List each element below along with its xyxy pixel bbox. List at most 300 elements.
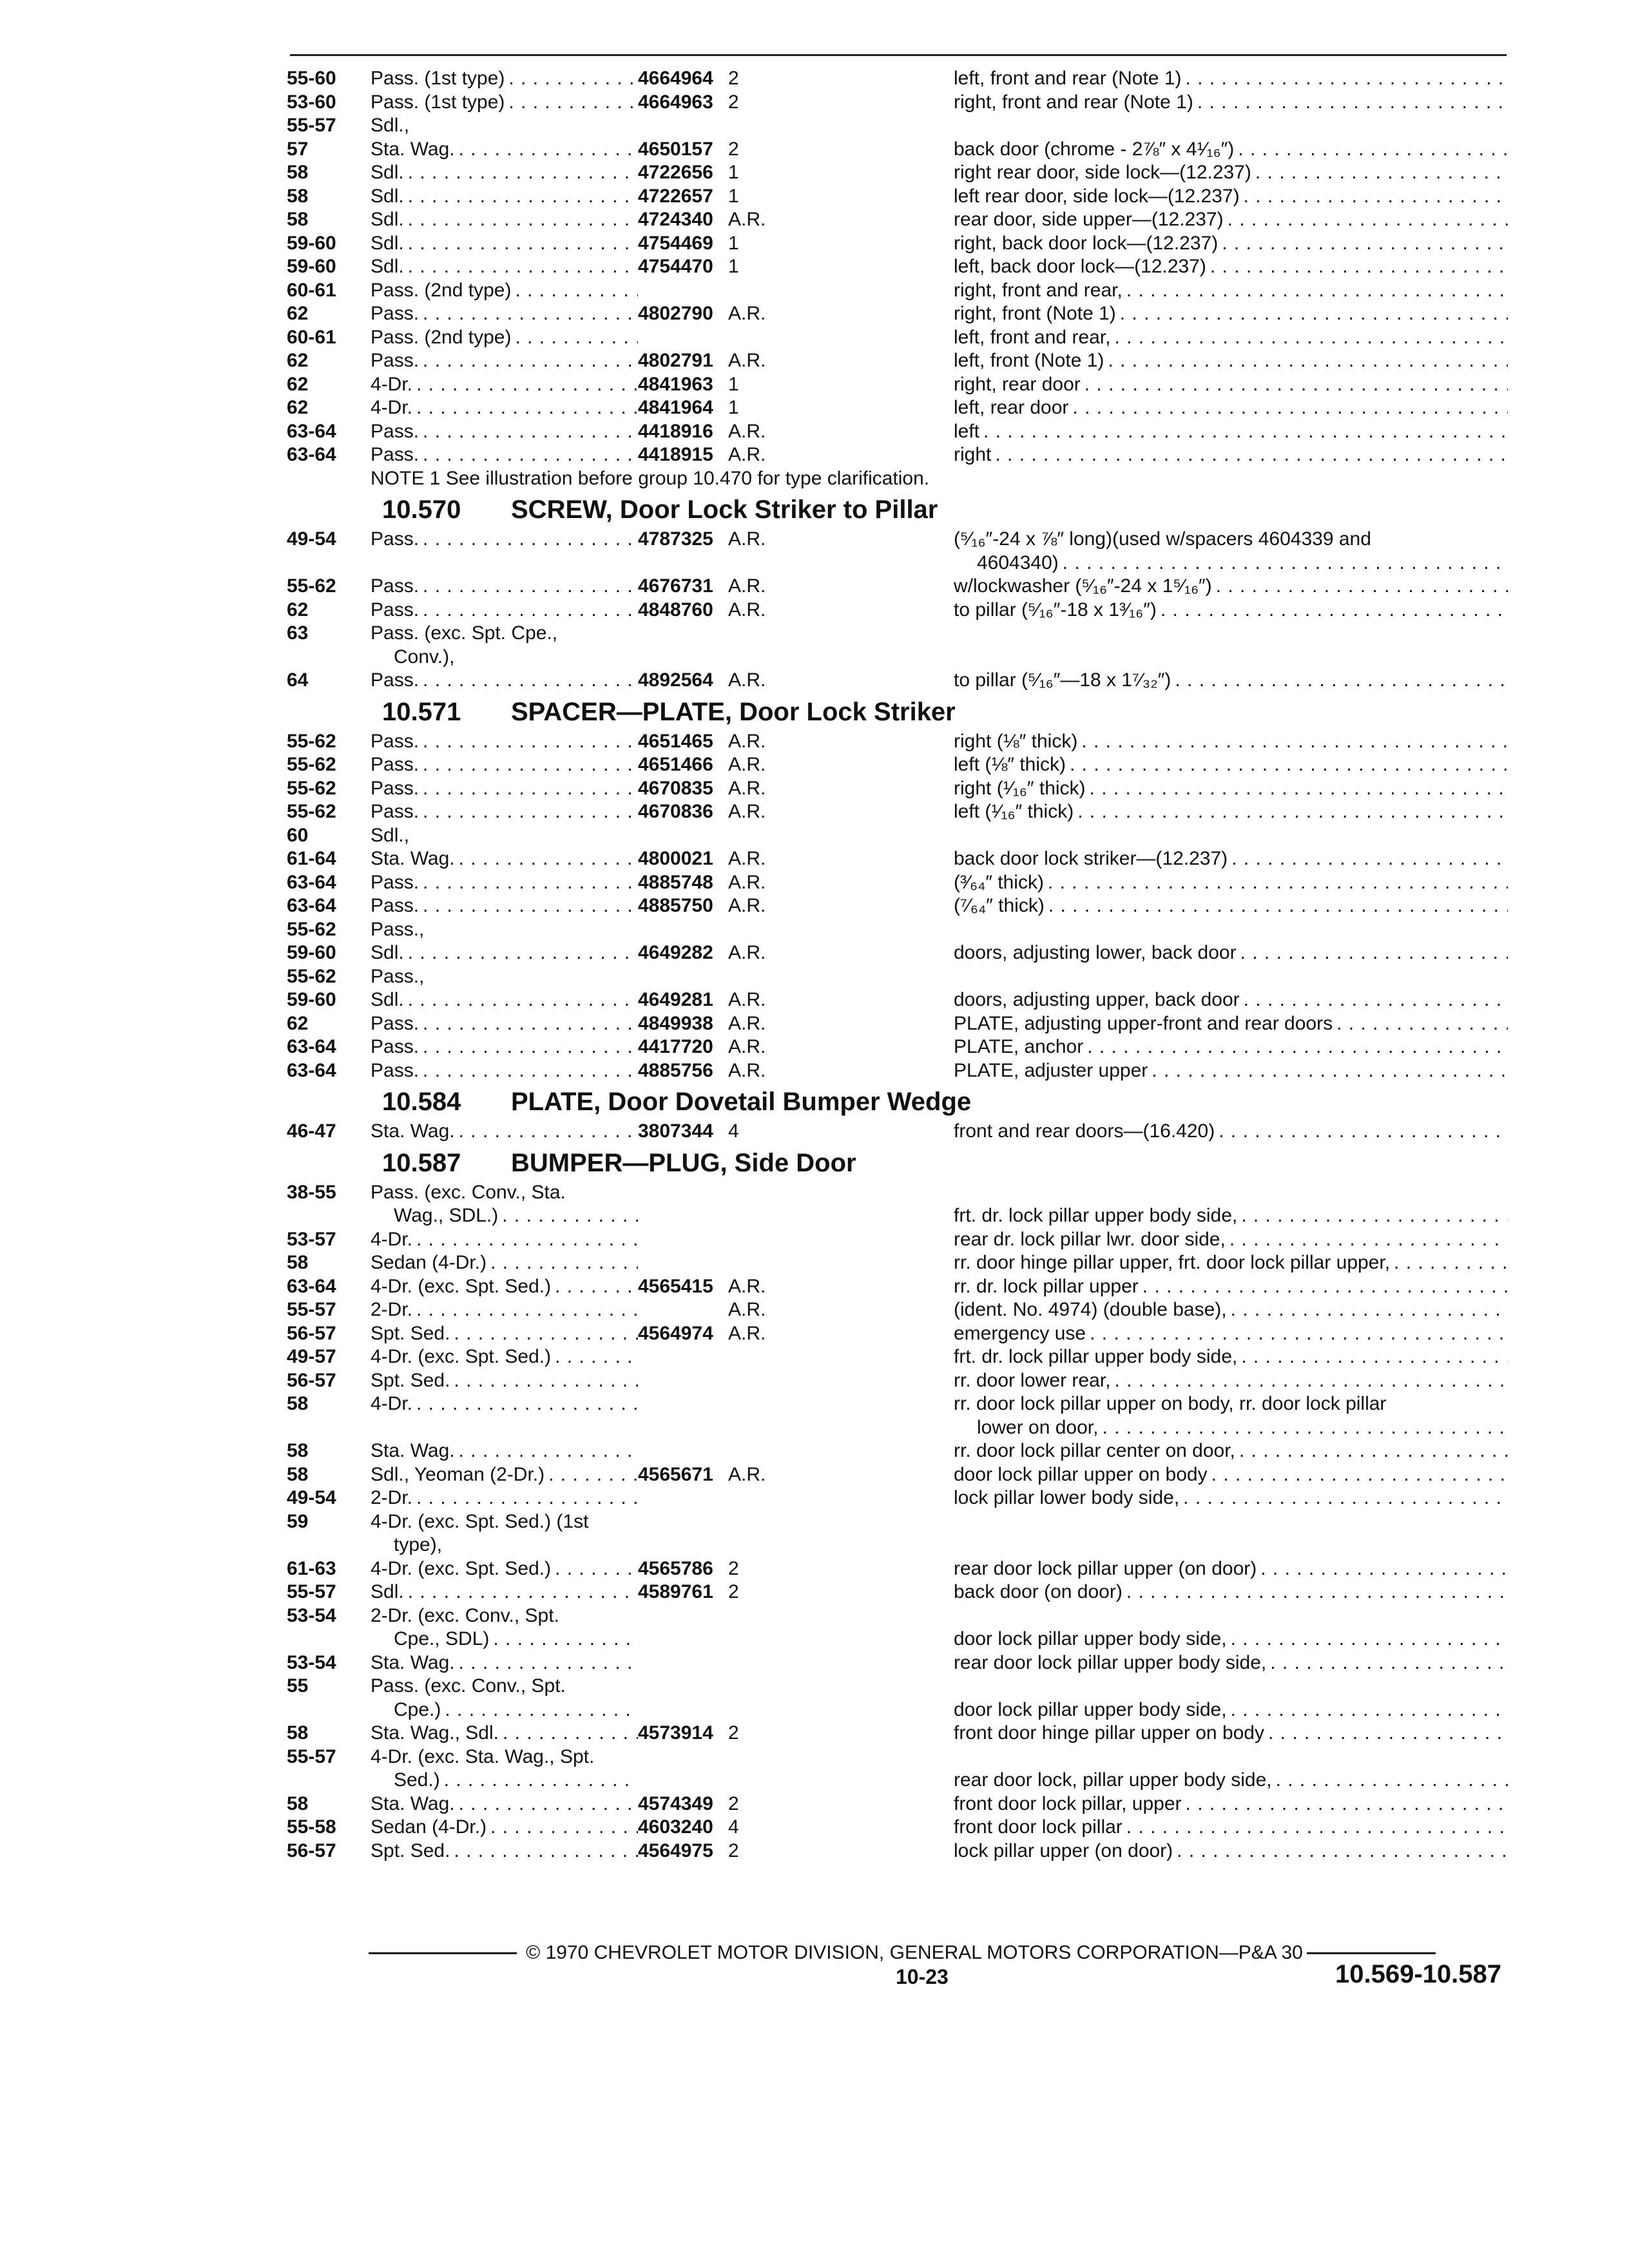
- model-text: 4-Dr. (exc. Spt. Sed.) (1st: [371, 1510, 589, 1532]
- model-cell: [371, 302, 638, 326]
- model-line: [371, 575, 638, 599]
- model-cell: [371, 871, 638, 895]
- model-line: [371, 894, 638, 918]
- model-cell: [371, 622, 638, 669]
- model-years: 59-60: [287, 256, 336, 277]
- quantity: 1: [728, 162, 739, 183]
- dot-leader: [1266, 1651, 1508, 1675]
- dot-leader: [1234, 138, 1508, 162]
- quantity: A.R.: [728, 350, 766, 371]
- description-line: [954, 1298, 1508, 1322]
- model-cell: [371, 753, 638, 777]
- model-line: [371, 753, 638, 777]
- dot-leader: [1104, 349, 1508, 373]
- quantity: A.R.: [728, 444, 766, 465]
- description-cell: [954, 1557, 1508, 1581]
- model-text: Pass.: [371, 1012, 419, 1034]
- model-line: [371, 1698, 638, 1722]
- description-cell: [954, 279, 1508, 303]
- quantity: A.R.: [728, 895, 766, 916]
- description-line: [954, 800, 1508, 824]
- description-line: [954, 279, 1508, 303]
- dot-leader: [404, 185, 638, 209]
- model-cell: [371, 599, 638, 622]
- part-number: 4724340: [638, 209, 713, 230]
- description-line: [954, 1322, 1508, 1346]
- quantity: A.R.: [728, 801, 766, 822]
- model-text: Sdl., Yeoman (2-Dr.): [371, 1463, 545, 1485]
- dot-leader: [412, 1392, 638, 1416]
- part-row: [287, 1251, 1511, 1275]
- part-number: 4670835: [638, 777, 713, 799]
- part-row: [287, 1392, 1511, 1439]
- model-years: 62: [287, 599, 309, 620]
- model-text: Pass.: [371, 1059, 419, 1081]
- model-cell: [371, 669, 638, 693]
- model-text: Sdl.,: [371, 115, 410, 136]
- model-line: [371, 1628, 638, 1651]
- dot-leader: [419, 871, 638, 895]
- model-text: 4-Dr.: [371, 1393, 413, 1414]
- dot-leader: [455, 1120, 638, 1144]
- model-years: 63-64: [287, 895, 336, 916]
- part-row: [287, 208, 1511, 232]
- model-years: 63-64: [287, 1275, 336, 1297]
- description-line: [954, 1486, 1508, 1510]
- dot-leader: [419, 894, 638, 918]
- group-title: PLATE, Door Dovetail Bumper Wedge: [511, 1088, 972, 1116]
- description-cell: [954, 443, 1508, 467]
- model-cell: [371, 1181, 638, 1228]
- description-cell: [954, 255, 1508, 279]
- part-number: 4649282: [638, 942, 713, 963]
- model-line: [371, 1581, 638, 1604]
- model-cell: [371, 918, 638, 942]
- dot-leader: [1059, 552, 1508, 575]
- part-row: [287, 1059, 1511, 1083]
- group-title: SPACER—PLATE, Door Lock Striker: [511, 697, 956, 726]
- model-years: 63-64: [287, 1059, 336, 1081]
- description-line: [954, 1745, 1508, 1769]
- model-cell: [371, 185, 638, 209]
- description-text: front door lock pillar: [954, 1816, 1123, 1838]
- model-cell: [371, 396, 638, 420]
- model-text: Pass.: [371, 801, 419, 822]
- part-row: [287, 161, 1511, 185]
- model-line: [371, 1345, 638, 1369]
- dot-leader: [419, 1035, 638, 1059]
- model-years: 59-60: [287, 232, 336, 254]
- model-years: 59-60: [287, 989, 336, 1010]
- description-line: [954, 1251, 1508, 1275]
- model-line: [371, 528, 638, 552]
- description-text: rr. door lower rear,: [954, 1369, 1111, 1391]
- description-text: left rear door, side lock—(12.237): [954, 185, 1240, 207]
- description-text: lock pillar upper (on door): [954, 1840, 1173, 1861]
- dot-leader: [412, 1298, 638, 1322]
- model-years: 60-61: [287, 279, 336, 301]
- model-cell: [371, 1251, 638, 1275]
- model-cell: [371, 730, 638, 754]
- model-years: 62: [287, 1012, 309, 1034]
- description-line: [954, 1345, 1508, 1369]
- model-years: 49-54: [287, 1487, 336, 1508]
- model-text: Pass. (exc. Spt. Cpe.,: [371, 622, 558, 644]
- dot-leader: [404, 1581, 638, 1604]
- part-row: [287, 965, 1511, 989]
- model-years: 63: [287, 622, 309, 644]
- part-number: 4754469: [638, 232, 713, 254]
- model-text: Sdl.: [371, 989, 404, 1010]
- dot-leader: [1182, 1792, 1508, 1816]
- description-text: left, back door lock—(12.237): [954, 256, 1206, 277]
- model-years: 55-57: [287, 1745, 336, 1767]
- description-line: [954, 1604, 1508, 1628]
- part-number: 4676731: [638, 575, 713, 597]
- group-title: SCREW, Door Lock Striker to Pillar: [511, 495, 938, 524]
- group-number: 10.587: [382, 1148, 461, 1177]
- description-line: [954, 1392, 1508, 1416]
- part-number: 4841963: [638, 373, 713, 395]
- dot-leader: [1123, 1816, 1508, 1840]
- model-text: Pass.,: [371, 965, 425, 987]
- description-line: [954, 1557, 1508, 1581]
- model-line: [371, 1722, 638, 1745]
- model-text: Sdl.: [371, 209, 404, 230]
- model-years: 49-54: [287, 528, 336, 550]
- model-line: [371, 1675, 638, 1698]
- description-text: (³⁄₆₄″ thick): [954, 871, 1044, 893]
- quantity: A.R.: [728, 599, 766, 620]
- description-cell: [954, 1581, 1508, 1604]
- description-line: [954, 138, 1508, 162]
- dot-leader: [404, 988, 638, 1012]
- description-cell: [954, 1745, 1508, 1792]
- description-cell: [954, 1035, 1508, 1059]
- part-number: 4802791: [638, 350, 713, 371]
- description-line: [954, 1769, 1508, 1792]
- group-title: BUMPER—PLUG, Side Door: [511, 1148, 856, 1177]
- model-text: Pass.: [371, 777, 419, 799]
- model-text: Pass.: [371, 871, 419, 893]
- quantity: 2: [728, 68, 739, 89]
- model-text: Pass.: [371, 754, 419, 775]
- dot-leader: [1148, 1059, 1508, 1083]
- model-cell: [371, 1228, 638, 1252]
- model-years: 55-62: [287, 575, 336, 597]
- part-number: 4892564: [638, 669, 713, 691]
- dot-leader: [1390, 1251, 1508, 1275]
- description-cell: [954, 161, 1508, 185]
- model-years: 55-62: [287, 918, 336, 940]
- model-text: 4-Dr.: [371, 397, 413, 418]
- footer-rule-right: [1307, 1952, 1436, 1954]
- model-line: [371, 1510, 638, 1534]
- description-cell: [954, 777, 1508, 801]
- model-text: Cpe.): [394, 1698, 441, 1720]
- model-text: Pass.: [371, 669, 419, 691]
- model-cell: [371, 443, 638, 467]
- description-line: [954, 1059, 1508, 1083]
- description-text: PLATE, adjusting upper-front and rear doors: [954, 1012, 1333, 1034]
- description-cell: [954, 528, 1508, 575]
- dot-leader: [455, 847, 638, 871]
- dot-leader: [419, 730, 638, 754]
- model-cell: [371, 528, 638, 552]
- dot-leader: [1081, 373, 1508, 397]
- part-row: [287, 847, 1511, 871]
- part-row: [287, 420, 1511, 444]
- model-cell: [371, 1510, 638, 1557]
- part-row: [287, 91, 1511, 115]
- description-line: [954, 528, 1508, 552]
- model-text: 4-Dr.: [371, 1228, 413, 1250]
- dot-leader: [1171, 669, 1508, 693]
- dot-leader: [1226, 1228, 1508, 1252]
- description-text: right (¹⁄₁₆″ thick): [954, 777, 1086, 799]
- description-cell: [954, 138, 1508, 162]
- description-cell: [954, 1486, 1508, 1510]
- description-line: [954, 232, 1508, 256]
- description-cell: [954, 232, 1508, 256]
- part-row: [287, 232, 1511, 256]
- model-line: [371, 646, 638, 669]
- model-line: [371, 1181, 638, 1205]
- model-line: [371, 1604, 638, 1628]
- part-row: [287, 824, 1511, 848]
- part-row: [287, 302, 1511, 326]
- model-line: [371, 1228, 638, 1252]
- model-years: 61-63: [287, 1557, 336, 1579]
- dot-leader: [1224, 208, 1508, 232]
- model-years: 53-60: [287, 91, 336, 113]
- description-line: [954, 730, 1508, 754]
- description-cell: [954, 1792, 1508, 1816]
- model-text: Sdl.: [371, 232, 404, 254]
- dot-leader: [412, 1228, 638, 1252]
- description-line: [954, 443, 1508, 467]
- model-line: [371, 1533, 638, 1557]
- model-cell: [371, 138, 638, 162]
- model-line: [371, 965, 638, 989]
- description-text: left, front (Note 1): [954, 350, 1104, 371]
- part-row: [287, 622, 1511, 669]
- model-cell: [371, 1651, 638, 1675]
- parts-section: [287, 1145, 1511, 1863]
- description-line: [954, 1181, 1508, 1205]
- dot-leader: [1083, 1035, 1508, 1059]
- model-cell: [371, 1059, 638, 1083]
- part-row: [287, 1035, 1511, 1059]
- dot-leader: [551, 1557, 638, 1581]
- model-years: 55-57: [287, 1299, 336, 1320]
- model-line: [371, 669, 638, 693]
- model-text: Sedan (4-Dr.): [371, 1252, 487, 1273]
- quantity: A.R.: [728, 1059, 766, 1081]
- description-cell: [954, 1651, 1508, 1675]
- part-number: 4787325: [638, 528, 713, 550]
- dot-leader: [1086, 1322, 1508, 1346]
- model-line: [371, 941, 638, 965]
- part-row: [287, 326, 1511, 350]
- model-text: Pass.: [371, 444, 419, 465]
- model-cell: [371, 1675, 638, 1722]
- dot-leader: [1235, 1439, 1508, 1463]
- description-cell: [954, 1181, 1508, 1228]
- dot-leader: [1257, 1557, 1508, 1581]
- dot-leader: [1218, 232, 1508, 256]
- description-text: rr. door lock pillar upper on body, rr. door lock pillar: [954, 1393, 1387, 1414]
- description-line: [954, 1228, 1508, 1252]
- model-line: [371, 871, 638, 895]
- model-line: [371, 1840, 638, 1863]
- description-text: right rear door, side lock—(12.237): [954, 162, 1251, 183]
- dot-leader: [440, 1769, 638, 1792]
- model-years: 63-64: [287, 444, 336, 465]
- quantity: A.R.: [728, 669, 766, 691]
- part-number: 4649281: [638, 989, 713, 1010]
- dot-leader: [419, 302, 638, 326]
- model-line: [371, 1012, 638, 1036]
- description-text: back door (on door): [954, 1581, 1123, 1602]
- part-row: [287, 1604, 1511, 1651]
- model-years: 55-62: [287, 801, 336, 822]
- description-line: [954, 373, 1508, 397]
- model-line: [371, 918, 638, 942]
- description-cell: [954, 1228, 1508, 1252]
- copyright-text: © 1970 CHEVROLET MOTOR DIVISION, GENERAL MOTORS CORPORATION—P&A 30: [526, 1942, 1303, 1963]
- description-line: [954, 1463, 1508, 1487]
- model-line: [371, 232, 638, 256]
- model-cell: [371, 1322, 638, 1346]
- model-cell: [371, 1486, 638, 1510]
- description-text: right, front and rear (Note 1): [954, 91, 1193, 113]
- description-text: lower on door,: [977, 1416, 1099, 1438]
- model-text: Pass.: [371, 575, 419, 597]
- part-number: 4603240: [638, 1816, 713, 1838]
- description-line: [954, 777, 1508, 801]
- model-text: Sdl.: [371, 1581, 404, 1602]
- quantity: A.R.: [728, 575, 766, 597]
- model-cell: [371, 824, 638, 848]
- model-text: Sed.): [394, 1769, 440, 1791]
- description-cell: [954, 988, 1508, 1012]
- description-cell: [954, 1722, 1508, 1745]
- dot-leader: [404, 255, 638, 279]
- description-line: [954, 941, 1508, 965]
- model-line: [371, 1251, 638, 1275]
- model-cell: [371, 1439, 638, 1463]
- model-line: [371, 1059, 638, 1083]
- model-cell: [371, 1369, 638, 1393]
- part-number: 4651465: [638, 730, 713, 752]
- dot-leader: [404, 161, 638, 185]
- dot-leader: [505, 67, 638, 91]
- model-cell: [371, 1581, 638, 1604]
- model-line: [371, 161, 638, 185]
- dot-leader: [419, 575, 638, 599]
- model-line: [371, 255, 638, 279]
- model-text: 2-Dr. (exc. Conv., Spt.: [371, 1604, 559, 1626]
- part-number: 4565786: [638, 1557, 713, 1579]
- dot-leader: [1264, 1722, 1508, 1745]
- part-row: [287, 1181, 1511, 1228]
- quantity: 2: [728, 91, 739, 113]
- part-number: 4848760: [638, 599, 713, 620]
- description-line: [954, 1012, 1508, 1036]
- dot-leader: [1110, 1369, 1508, 1393]
- model-years: 55-57: [287, 115, 336, 136]
- quantity: A.R.: [728, 1275, 766, 1297]
- part-row: [287, 1840, 1511, 1863]
- dot-leader: [419, 349, 638, 373]
- quantity: A.R.: [728, 871, 766, 893]
- part-number: 4418916: [638, 420, 713, 442]
- part-row: [287, 255, 1511, 279]
- part-row: [287, 1012, 1511, 1036]
- quantity: A.R.: [728, 528, 766, 550]
- description-text: frt. dr. lock pillar upper body side,: [954, 1346, 1238, 1367]
- description-line: [954, 91, 1508, 115]
- model-text: Pass. (exc. Conv., Spt.: [371, 1675, 566, 1696]
- description-text: rr. dr. lock pillar upper: [954, 1275, 1139, 1297]
- part-number: 4573914: [638, 1722, 713, 1744]
- description-cell: [954, 1322, 1508, 1346]
- description-text: right: [954, 444, 992, 465]
- description-text: rr. door lock pillar center on door,: [954, 1440, 1235, 1461]
- model-line: [371, 67, 638, 91]
- description-cell: [954, 420, 1508, 444]
- model-text: Pass. (exc. Conv., Sta.: [371, 1181, 566, 1203]
- description-text: rear door lock, pillar upper body side,: [954, 1769, 1272, 1791]
- part-number: 4565671: [638, 1463, 713, 1485]
- dot-leader: [1044, 871, 1508, 895]
- model-line: [371, 349, 638, 373]
- group-number: 10.571: [382, 697, 461, 726]
- model-text: Sta. Wag.: [371, 138, 455, 160]
- part-row: [287, 396, 1511, 420]
- model-cell: [371, 800, 638, 824]
- model-line: [371, 396, 638, 420]
- description-cell: [954, 1251, 1508, 1275]
- description-text: back door lock striker—(12.237): [954, 848, 1228, 869]
- description-line: [954, 871, 1508, 895]
- model-text: Pass.: [371, 730, 419, 752]
- dot-leader: [441, 1698, 638, 1722]
- dot-leader: [1123, 1581, 1508, 1604]
- model-line: [371, 373, 638, 397]
- part-number: 4754470: [638, 256, 713, 277]
- model-years: 58: [287, 209, 309, 230]
- description-line: [954, 1675, 1508, 1698]
- model-text: Pass.: [371, 420, 419, 442]
- description-cell: [954, 67, 1508, 91]
- model-cell: [371, 988, 638, 1012]
- part-row: [287, 373, 1511, 397]
- model-text: type),: [394, 1534, 443, 1555]
- dot-leader: [1116, 302, 1508, 326]
- part-number: 4564974: [638, 1322, 713, 1344]
- group-heading: [287, 1084, 1511, 1120]
- model-text: Wag., SDL.): [394, 1205, 499, 1226]
- parts-listing: [287, 67, 1511, 1863]
- model-years: 55-62: [287, 777, 336, 799]
- description-line: [954, 1035, 1508, 1059]
- dot-leader: [499, 1722, 638, 1745]
- part-row: [287, 599, 1511, 622]
- part-row: [287, 918, 1511, 942]
- description-text: left, front and rear,: [954, 326, 1111, 348]
